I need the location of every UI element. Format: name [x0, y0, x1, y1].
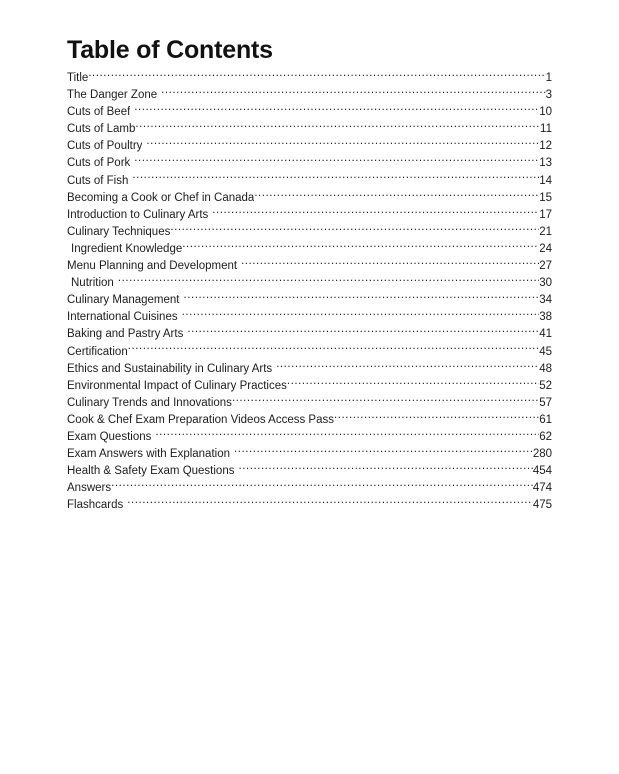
toc-entry-label: Culinary Management: [67, 294, 180, 307]
toc-entry-page-number: 454: [532, 465, 552, 478]
toc-entry-label: Exam Questions: [67, 430, 152, 443]
toc-entry-page-number: 27: [539, 260, 552, 273]
toc-entry[interactable]: [67, 307, 552, 324]
toc-dot-leader: [127, 495, 533, 508]
toc-entry[interactable]: [67, 239, 552, 256]
toc-entry-page-number: 61: [539, 413, 552, 426]
toc-dot-leader: [132, 171, 539, 184]
toc-entry-label: Cuts of Lamb: [67, 123, 136, 136]
toc-entry-label: Flashcards: [67, 499, 124, 512]
toc-entry-label: International Cuisines: [67, 311, 178, 324]
toc-entry-label: Cuts of Poultry: [67, 140, 143, 153]
toc-entry-page-number: 34: [539, 294, 552, 307]
toc-entry-label: Culinary Techniques: [67, 225, 171, 238]
toc-dot-leader: [135, 119, 540, 132]
toc-entry-label: Certification: [67, 345, 128, 358]
toc-dot-leader: [134, 153, 539, 166]
toc-entry-label: Ethics and Sustainability in Culinary Arts: [67, 362, 273, 375]
toc-dot-leader: [170, 222, 539, 235]
toc-entry-page-number: 52: [539, 379, 552, 392]
toc-entry-page-number: 474: [532, 482, 552, 495]
toc-dot-leader: [155, 427, 539, 440]
toc-dot-leader: [118, 273, 539, 286]
toc-entry[interactable]: [67, 188, 552, 205]
toc-dot-leader: [234, 444, 533, 457]
toc-dot-leader: [254, 188, 539, 201]
toc-entry[interactable]: [67, 410, 552, 427]
toc-entry-page-number: 13: [539, 157, 552, 170]
toc-entry[interactable]: [67, 393, 552, 410]
toc-entry[interactable]: [67, 171, 552, 188]
toc-dot-leader: [184, 290, 540, 303]
toc-entry[interactable]: [67, 222, 552, 239]
toc-entry-label: Nutrition: [71, 277, 114, 290]
toc-dot-leader: [128, 342, 539, 355]
toc-entry-page-number: 21: [539, 225, 552, 238]
toc-entry-page-number: 15: [539, 191, 552, 204]
toc-dot-leader: [134, 102, 539, 115]
toc-dot-leader: [182, 307, 540, 320]
toc-entry-page-number: 17: [539, 208, 552, 221]
toc-entry[interactable]: [67, 444, 552, 461]
toc-entry[interactable]: [67, 324, 552, 341]
toc-dot-leader: [212, 205, 539, 218]
toc-entry-label: Environmental Impact of Culinary Practices: [67, 379, 287, 392]
toc-entry[interactable]: [67, 153, 552, 170]
toc-dot-leader: [238, 461, 532, 474]
toc-entry-page-number: 12: [539, 140, 552, 153]
toc-dot-leader: [146, 136, 539, 149]
toc-dot-leader: [232, 393, 539, 406]
toc-entry[interactable]: [67, 461, 552, 478]
toc-entry[interactable]: [67, 495, 552, 512]
toc-dot-leader: [161, 85, 545, 98]
toc-entry[interactable]: [67, 478, 552, 495]
toc-entry-label: Title: [67, 72, 89, 84]
toc-entry-label: Becoming a Cook or Chef in Canada: [67, 191, 255, 204]
toc-entry-label: Health & Safety Exam Questions: [67, 465, 235, 478]
toc-entry[interactable]: [67, 68, 552, 85]
toc-entry[interactable]: [67, 359, 552, 376]
toc-dot-leader: [182, 239, 539, 252]
toc-entry[interactable]: [67, 290, 552, 307]
toc-dot-leader: [241, 256, 539, 269]
toc-entry-page-number: 280: [532, 448, 552, 461]
toc-entry-label: Ingredient Knowledge: [71, 242, 183, 255]
toc-entry-page-number: 48: [539, 362, 552, 375]
toc-dot-leader: [111, 478, 533, 491]
toc-entry-label: The Danger Zone: [67, 89, 158, 102]
toc-entry-page-number: 3: [545, 89, 552, 102]
toc-entry-page-number: 14: [539, 174, 552, 187]
toc-entry[interactable]: [67, 102, 552, 119]
toc-entry[interactable]: [67, 205, 552, 222]
toc-entry[interactable]: [67, 256, 552, 273]
toc-entry-page-number: 57: [539, 396, 552, 409]
toc-entry[interactable]: [67, 273, 552, 290]
toc-entry[interactable]: [67, 376, 552, 393]
toc-dot-leader: [276, 359, 539, 372]
page-title: Table of Contents: [67, 36, 273, 64]
toc-entry-page-number: 475: [532, 499, 552, 512]
toc-entry[interactable]: [67, 427, 552, 444]
toc-entry-page-number: 24: [539, 242, 552, 255]
toc-entry-page-number: 1: [545, 72, 552, 84]
toc-entry-list: [67, 68, 552, 512]
toc-entry-page-number: 38: [539, 311, 552, 324]
toc-entry[interactable]: [67, 85, 552, 102]
toc-entry-label: Cuts of Fish: [67, 174, 129, 187]
toc-entry[interactable]: [67, 136, 552, 153]
toc-entry-page-number: 10: [539, 106, 552, 119]
toc-entry-label: Answers: [67, 482, 112, 495]
toc-dot-leader: [287, 376, 539, 389]
toc-entry[interactable]: [67, 342, 552, 359]
toc-dot-leader: [334, 410, 539, 423]
toc-entry-page-number: 62: [539, 430, 552, 443]
toc-entry-page-number: 11: [540, 123, 552, 136]
table-of-contents: [67, 36, 552, 512]
toc-entry-label: Culinary Trends and Innovations: [67, 396, 232, 409]
toc-entry-label: Cook & Chef Exam Preparation Videos Access Pass: [67, 413, 334, 426]
toc-entry[interactable]: [67, 119, 552, 136]
toc-entry-label: Introduction to Culinary Arts: [67, 208, 209, 221]
toc-dot-leader: [187, 324, 539, 337]
toc-entry-label: Cuts of Beef: [67, 106, 131, 119]
toc-entry-label: Baking and Pastry Arts: [67, 328, 184, 341]
toc-entry-label: Menu Planning and Development: [67, 260, 238, 273]
toc-entry-label: Exam Answers with Explanation: [67, 448, 230, 461]
toc-entry-page-number: 41: [539, 328, 552, 341]
toc-entry-label: Cuts of Pork: [67, 157, 131, 170]
toc-dot-leader: [88, 68, 545, 81]
toc-entry-page-number: 30: [539, 277, 552, 290]
toc-entry-page-number: 45: [539, 345, 552, 358]
